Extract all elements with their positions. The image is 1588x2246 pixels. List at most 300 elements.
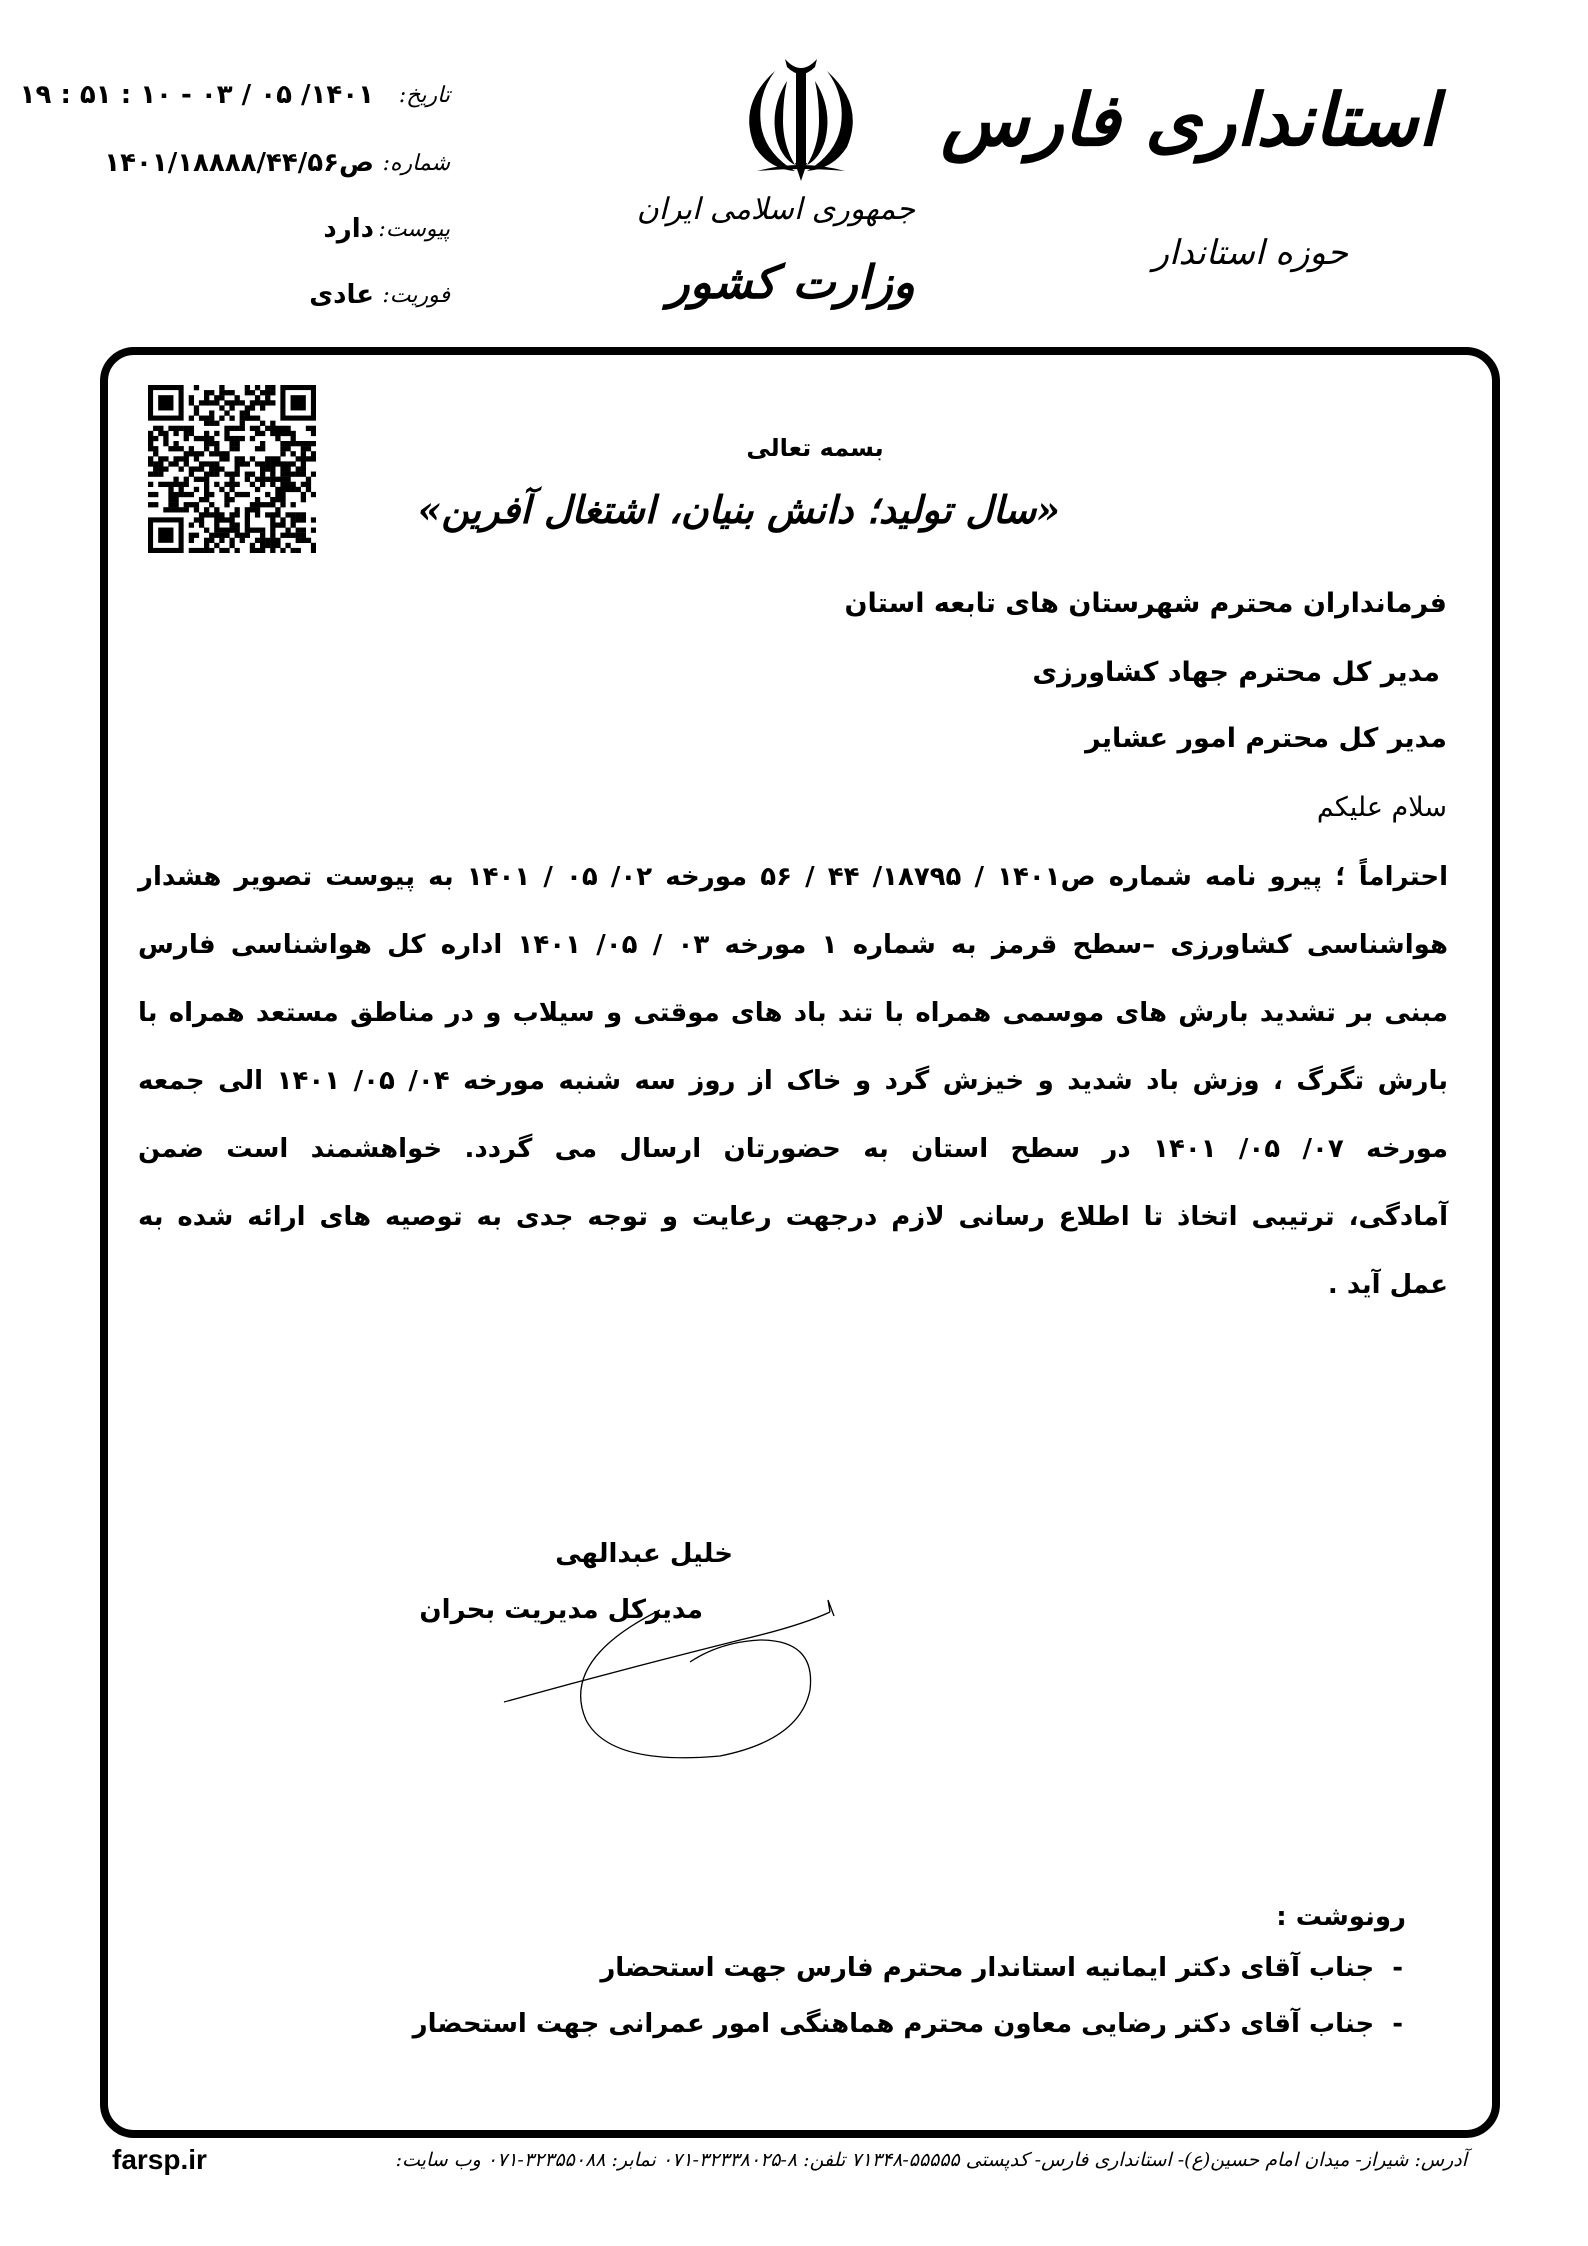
qr-module <box>296 528 301 533</box>
qr-module <box>184 507 189 512</box>
qr-module <box>255 507 260 512</box>
qr-module <box>280 497 285 502</box>
qr-module <box>291 461 296 466</box>
qr-module <box>240 456 245 461</box>
qr-module <box>224 410 229 415</box>
qr-module <box>275 492 280 497</box>
qr-module <box>265 466 270 471</box>
qr-module <box>301 461 306 466</box>
qr-module <box>270 482 275 487</box>
qr-module <box>260 390 265 395</box>
qr-module <box>301 512 306 517</box>
qr-module <box>306 446 311 451</box>
qr-module <box>245 533 250 538</box>
qr-module <box>250 502 255 507</box>
qr-module <box>270 528 275 533</box>
qr-module <box>285 482 290 487</box>
qr-module <box>250 405 255 410</box>
qr-module <box>184 451 189 456</box>
qr-module <box>224 548 229 553</box>
qr-module <box>204 528 209 533</box>
qr-module <box>240 416 245 421</box>
qr-module <box>194 487 199 492</box>
qr-module <box>240 400 245 405</box>
qr-module <box>265 395 270 400</box>
qr-module <box>158 395 173 410</box>
qr-module <box>265 461 270 466</box>
qr-module <box>270 472 275 477</box>
qr-module <box>194 385 199 390</box>
qr-module <box>214 466 219 471</box>
qr-module <box>285 543 290 548</box>
footer-address: آدرس: شیراز- میدان امام حسین(ع)- استانداری فارس- کدپستی ۵۵۵۵۵-۷۱۳۴۸ تلفن: ۸-۳۲۳۳۸۰۲۵-۰۷۱ نمابر: ۳۲۳۵۵۰۸۸-۰۷۱ وب سایت: <box>395 2149 1467 2171</box>
qr-module <box>235 533 240 538</box>
qr-module <box>199 497 204 502</box>
qr-module <box>265 477 270 482</box>
qr-module <box>209 533 214 538</box>
qr-module <box>306 538 311 543</box>
qr-module <box>265 426 270 431</box>
qr-module <box>235 461 240 466</box>
qr-module <box>209 472 214 477</box>
qr-module <box>240 421 245 426</box>
qr-module <box>219 416 224 421</box>
qr-module <box>153 436 158 441</box>
qr-module <box>280 492 285 497</box>
qr-module <box>189 522 194 527</box>
qr-module <box>265 512 270 517</box>
priority-value: عادی <box>309 280 374 310</box>
qr-module <box>311 472 316 477</box>
qr-module <box>301 538 306 543</box>
qr-module <box>291 451 296 456</box>
qr-module <box>219 456 224 461</box>
qr-module <box>270 477 275 482</box>
qr-module <box>301 466 306 471</box>
qr-module <box>173 497 178 502</box>
qr-module <box>301 497 306 502</box>
qr-module <box>179 487 184 492</box>
qr-module <box>229 472 234 477</box>
qr-module <box>214 461 219 466</box>
qr-module <box>189 492 194 497</box>
qr-module <box>168 461 173 466</box>
qr-module <box>235 426 240 431</box>
qr-module <box>229 390 234 395</box>
qr-module <box>270 517 275 522</box>
qr-module <box>229 482 234 487</box>
qr-module <box>250 390 255 395</box>
body-line-5: مورخه ۰۷/ ۰۵/ ۱۴۰۱ در سطح استان به حضورتان ارسال می گردد. خواهشمند است ضمن <box>138 1134 1448 1164</box>
qr-module <box>270 512 275 517</box>
qr-module <box>296 538 301 543</box>
cc-item-text: جناب آقای دکتر رضایی معاون محترم هماهنگی امور عمرانی جهت استحضار <box>412 2009 1375 2039</box>
qr-module <box>270 390 275 395</box>
qr-module <box>189 400 194 405</box>
qr-module <box>245 385 250 390</box>
qr-module <box>255 446 260 451</box>
qr-module <box>235 466 240 471</box>
qr-module <box>214 528 219 533</box>
qr-module <box>173 426 178 431</box>
qr-module <box>235 528 240 533</box>
qr-module <box>306 487 311 492</box>
qr-module <box>245 477 250 482</box>
date-label: تاریخ: <box>398 82 450 108</box>
qr-module <box>219 385 224 390</box>
qr-module <box>199 522 204 527</box>
qr-module <box>179 456 184 461</box>
qr-module <box>204 395 209 400</box>
qr-module <box>255 426 260 431</box>
qr-module <box>301 441 306 446</box>
meta-date-row <box>20 80 450 110</box>
qr-module <box>280 472 285 477</box>
qr-module <box>173 477 178 482</box>
qr-module <box>285 431 290 436</box>
qr-module <box>255 502 260 507</box>
qr-module <box>260 502 265 507</box>
qr-module <box>173 431 178 436</box>
qr-module <box>168 426 173 431</box>
qr-module <box>311 517 316 522</box>
qr-module <box>209 410 214 415</box>
qr-module <box>224 390 229 395</box>
qr-module <box>301 482 306 487</box>
qr-module <box>168 446 173 451</box>
qr-module <box>260 400 265 405</box>
qr-module <box>255 538 260 543</box>
qr-module <box>301 446 306 451</box>
qr-module <box>173 507 178 512</box>
qr-module <box>219 390 224 395</box>
qr-module <box>291 482 296 487</box>
qr-module <box>158 426 163 431</box>
qr-module <box>204 461 209 466</box>
qr-module <box>209 400 214 405</box>
qr-module <box>280 477 285 482</box>
qr-module <box>275 477 280 482</box>
qr-module <box>209 466 214 471</box>
qr-module <box>311 426 316 431</box>
qr-module <box>255 487 260 492</box>
iran-emblem-icon <box>735 55 867 183</box>
qr-module <box>280 487 285 492</box>
priority-label: فوریت: <box>382 282 450 308</box>
qr-module <box>270 461 275 466</box>
qr-module <box>204 472 209 477</box>
footer-website[interactable]: farsp.ir <box>112 2144 207 2175</box>
qr-module <box>204 538 209 543</box>
qr-module <box>148 482 153 487</box>
qr-module <box>285 441 290 446</box>
qr-module <box>301 492 306 497</box>
qr-module <box>214 472 219 477</box>
qr-module <box>229 528 234 533</box>
qr-module <box>280 451 285 456</box>
qr-module <box>280 441 285 446</box>
qr-module <box>173 441 178 446</box>
qr-module <box>229 446 234 451</box>
qr-module <box>275 507 280 512</box>
qr-module <box>209 441 214 446</box>
qr-module <box>255 528 260 533</box>
qr-module <box>148 436 153 441</box>
qr-module <box>270 522 275 527</box>
qr-module <box>280 533 285 538</box>
qr-module <box>240 492 245 497</box>
qr-module <box>229 512 234 517</box>
qr-module <box>179 466 184 471</box>
qr-module <box>194 451 199 456</box>
attachment-label: پیوست: <box>378 216 450 242</box>
qr-module <box>270 400 275 405</box>
qr-module <box>173 482 178 487</box>
qr-module <box>224 451 229 456</box>
qr-module <box>204 390 209 395</box>
qr-module <box>250 482 255 487</box>
qr-module <box>153 451 158 456</box>
qr-module <box>291 436 296 441</box>
qr-module <box>306 477 311 482</box>
qr-module <box>235 512 240 517</box>
qr-module <box>260 441 265 446</box>
qr-module <box>270 431 275 436</box>
meta-attachment-row <box>323 214 450 244</box>
qr-module <box>270 456 275 461</box>
qr-module <box>235 446 240 451</box>
qr-module <box>209 492 214 497</box>
qr-module <box>158 482 163 487</box>
qr-module <box>285 446 290 451</box>
qr-module <box>311 441 316 446</box>
qr-module <box>301 533 306 538</box>
qr-module <box>311 548 316 553</box>
qr-module <box>194 548 199 553</box>
qr-module <box>189 426 194 431</box>
qr-module <box>189 548 194 553</box>
qr-module <box>214 522 219 527</box>
qr-module <box>275 431 280 436</box>
qr-module <box>280 431 285 436</box>
qr-module <box>280 482 285 487</box>
qr-module <box>265 400 270 405</box>
qr-module <box>219 512 224 517</box>
qr-module <box>296 456 301 461</box>
qr-module <box>184 502 189 507</box>
date-value: ۱۴۰۱/ ۰۵ / ۰۳ - ۱۰ : ۵۱ : ۱۹ <box>19 80 374 110</box>
qr-module <box>168 487 173 492</box>
qr-module <box>199 400 204 405</box>
org-title: استانداری فارس <box>940 77 1438 162</box>
qr-module <box>229 487 234 492</box>
qr-module <box>158 431 163 436</box>
qr-module <box>285 426 290 431</box>
qr-module <box>224 497 229 502</box>
qr-module <box>255 431 260 436</box>
qr-module <box>148 456 153 461</box>
qr-module <box>265 538 270 543</box>
qr-module <box>296 487 301 492</box>
qr-module <box>199 436 204 441</box>
qr-module <box>255 395 260 400</box>
qr-module <box>173 492 178 497</box>
qr-module <box>173 446 178 451</box>
meta-number-row <box>104 148 450 178</box>
qr-module <box>229 517 234 522</box>
qr-module <box>250 507 255 512</box>
qr-module <box>158 466 163 471</box>
qr-module <box>204 436 209 441</box>
qr-module <box>219 548 224 553</box>
qr-module <box>219 487 224 492</box>
qr-module <box>270 502 275 507</box>
qr-module <box>189 446 194 451</box>
qr-module <box>224 492 229 497</box>
qr-module <box>260 405 265 410</box>
qr-module <box>204 421 209 426</box>
qr-module <box>194 405 199 410</box>
qr-module <box>240 410 245 415</box>
qr-module <box>199 477 204 482</box>
qr-module <box>224 400 229 405</box>
signatory-title: مدیرکل مدیریت بحران <box>419 1595 703 1625</box>
qr-module <box>291 502 296 507</box>
qr-module <box>214 507 219 512</box>
qr-module <box>179 492 184 497</box>
qr-module <box>214 543 219 548</box>
qr-module <box>219 528 224 533</box>
qr-module <box>250 472 255 477</box>
qr-module <box>194 466 199 471</box>
qr-module <box>199 416 204 421</box>
qr-module <box>245 461 250 466</box>
qr-module <box>285 528 290 533</box>
qr-module <box>194 477 199 482</box>
qr-module <box>245 410 250 415</box>
qr-module <box>311 543 316 548</box>
qr-module <box>275 487 280 492</box>
qr-module <box>235 436 240 441</box>
qr-module <box>265 390 270 395</box>
qr-module <box>229 441 234 446</box>
qr-module <box>189 395 194 400</box>
qr-module <box>301 456 306 461</box>
qr-module <box>204 446 209 451</box>
qr-module <box>260 431 265 436</box>
qr-module <box>153 426 158 431</box>
qr-module <box>209 390 214 395</box>
body-line-3: مبنی بر تشدید بارش های موسمی همراه با تند باد های موقتی و سیلاب و در مناطق مستعد همراه با <box>138 998 1448 1028</box>
invocation: بسمه تعالی <box>746 434 884 462</box>
qr-module <box>229 416 234 421</box>
qr-module <box>265 492 270 497</box>
qr-module <box>209 416 214 421</box>
qr-module <box>229 497 234 502</box>
qr-module <box>179 507 184 512</box>
qr-module <box>306 456 311 461</box>
qr-module <box>163 456 168 461</box>
qr-module <box>184 456 189 461</box>
qr-module <box>280 461 285 466</box>
qr-module <box>270 466 275 471</box>
qr-module <box>209 512 214 517</box>
qr-module <box>260 461 265 466</box>
qr-module <box>285 466 290 471</box>
qr-module <box>260 528 265 533</box>
qr-module <box>306 482 311 487</box>
handwritten-signature <box>500 1570 860 1770</box>
qr-module <box>184 426 189 431</box>
qr-module <box>240 426 245 431</box>
qr-module <box>255 461 260 466</box>
qr-module <box>240 461 245 466</box>
qr-module <box>168 507 173 512</box>
qr-module <box>255 477 260 482</box>
qr-module <box>229 522 234 527</box>
qr-module <box>275 522 280 527</box>
qr-module <box>291 487 296 492</box>
qr-module <box>275 456 280 461</box>
qr-module <box>158 456 163 461</box>
qr-module <box>158 528 173 543</box>
qr-module <box>296 512 301 517</box>
qr-module <box>189 538 194 543</box>
qr-module <box>229 538 234 543</box>
qr-module <box>291 395 306 410</box>
qr-module <box>189 466 194 471</box>
qr-module <box>250 400 255 405</box>
qr-module <box>173 461 178 466</box>
qr-module <box>275 538 280 543</box>
qr-module <box>168 502 173 507</box>
qr-module <box>250 436 255 441</box>
qr-module <box>265 502 270 507</box>
qr-module <box>148 472 153 477</box>
qr-module <box>204 492 209 497</box>
qr-module <box>199 512 204 517</box>
qr-module <box>204 482 209 487</box>
qr-module <box>214 446 219 451</box>
qr-module <box>265 543 270 548</box>
qr-module <box>199 517 204 522</box>
qr-module <box>260 466 265 471</box>
qr-module <box>224 472 229 477</box>
qr-module <box>163 482 168 487</box>
qr-module <box>280 548 285 553</box>
qr-module <box>270 385 275 390</box>
qr-module <box>301 517 306 522</box>
qr-module <box>311 431 316 436</box>
qr-module <box>214 400 219 405</box>
qr-module <box>194 436 199 441</box>
qr-module <box>235 507 240 512</box>
qr-module <box>204 548 209 553</box>
qr-module <box>153 466 158 471</box>
qr-module <box>235 492 240 497</box>
qr-module <box>148 431 153 436</box>
org-subtitle: حوزه استاندار <box>1152 233 1348 273</box>
attachment-value: دارد <box>323 214 374 244</box>
qr-module <box>214 517 219 522</box>
qr-module <box>214 441 219 446</box>
qr-module <box>194 456 199 461</box>
qr-module <box>214 421 219 426</box>
qr-module <box>153 492 158 497</box>
qr-module <box>235 482 240 487</box>
qr-module <box>214 451 219 456</box>
qr-module <box>235 522 240 527</box>
